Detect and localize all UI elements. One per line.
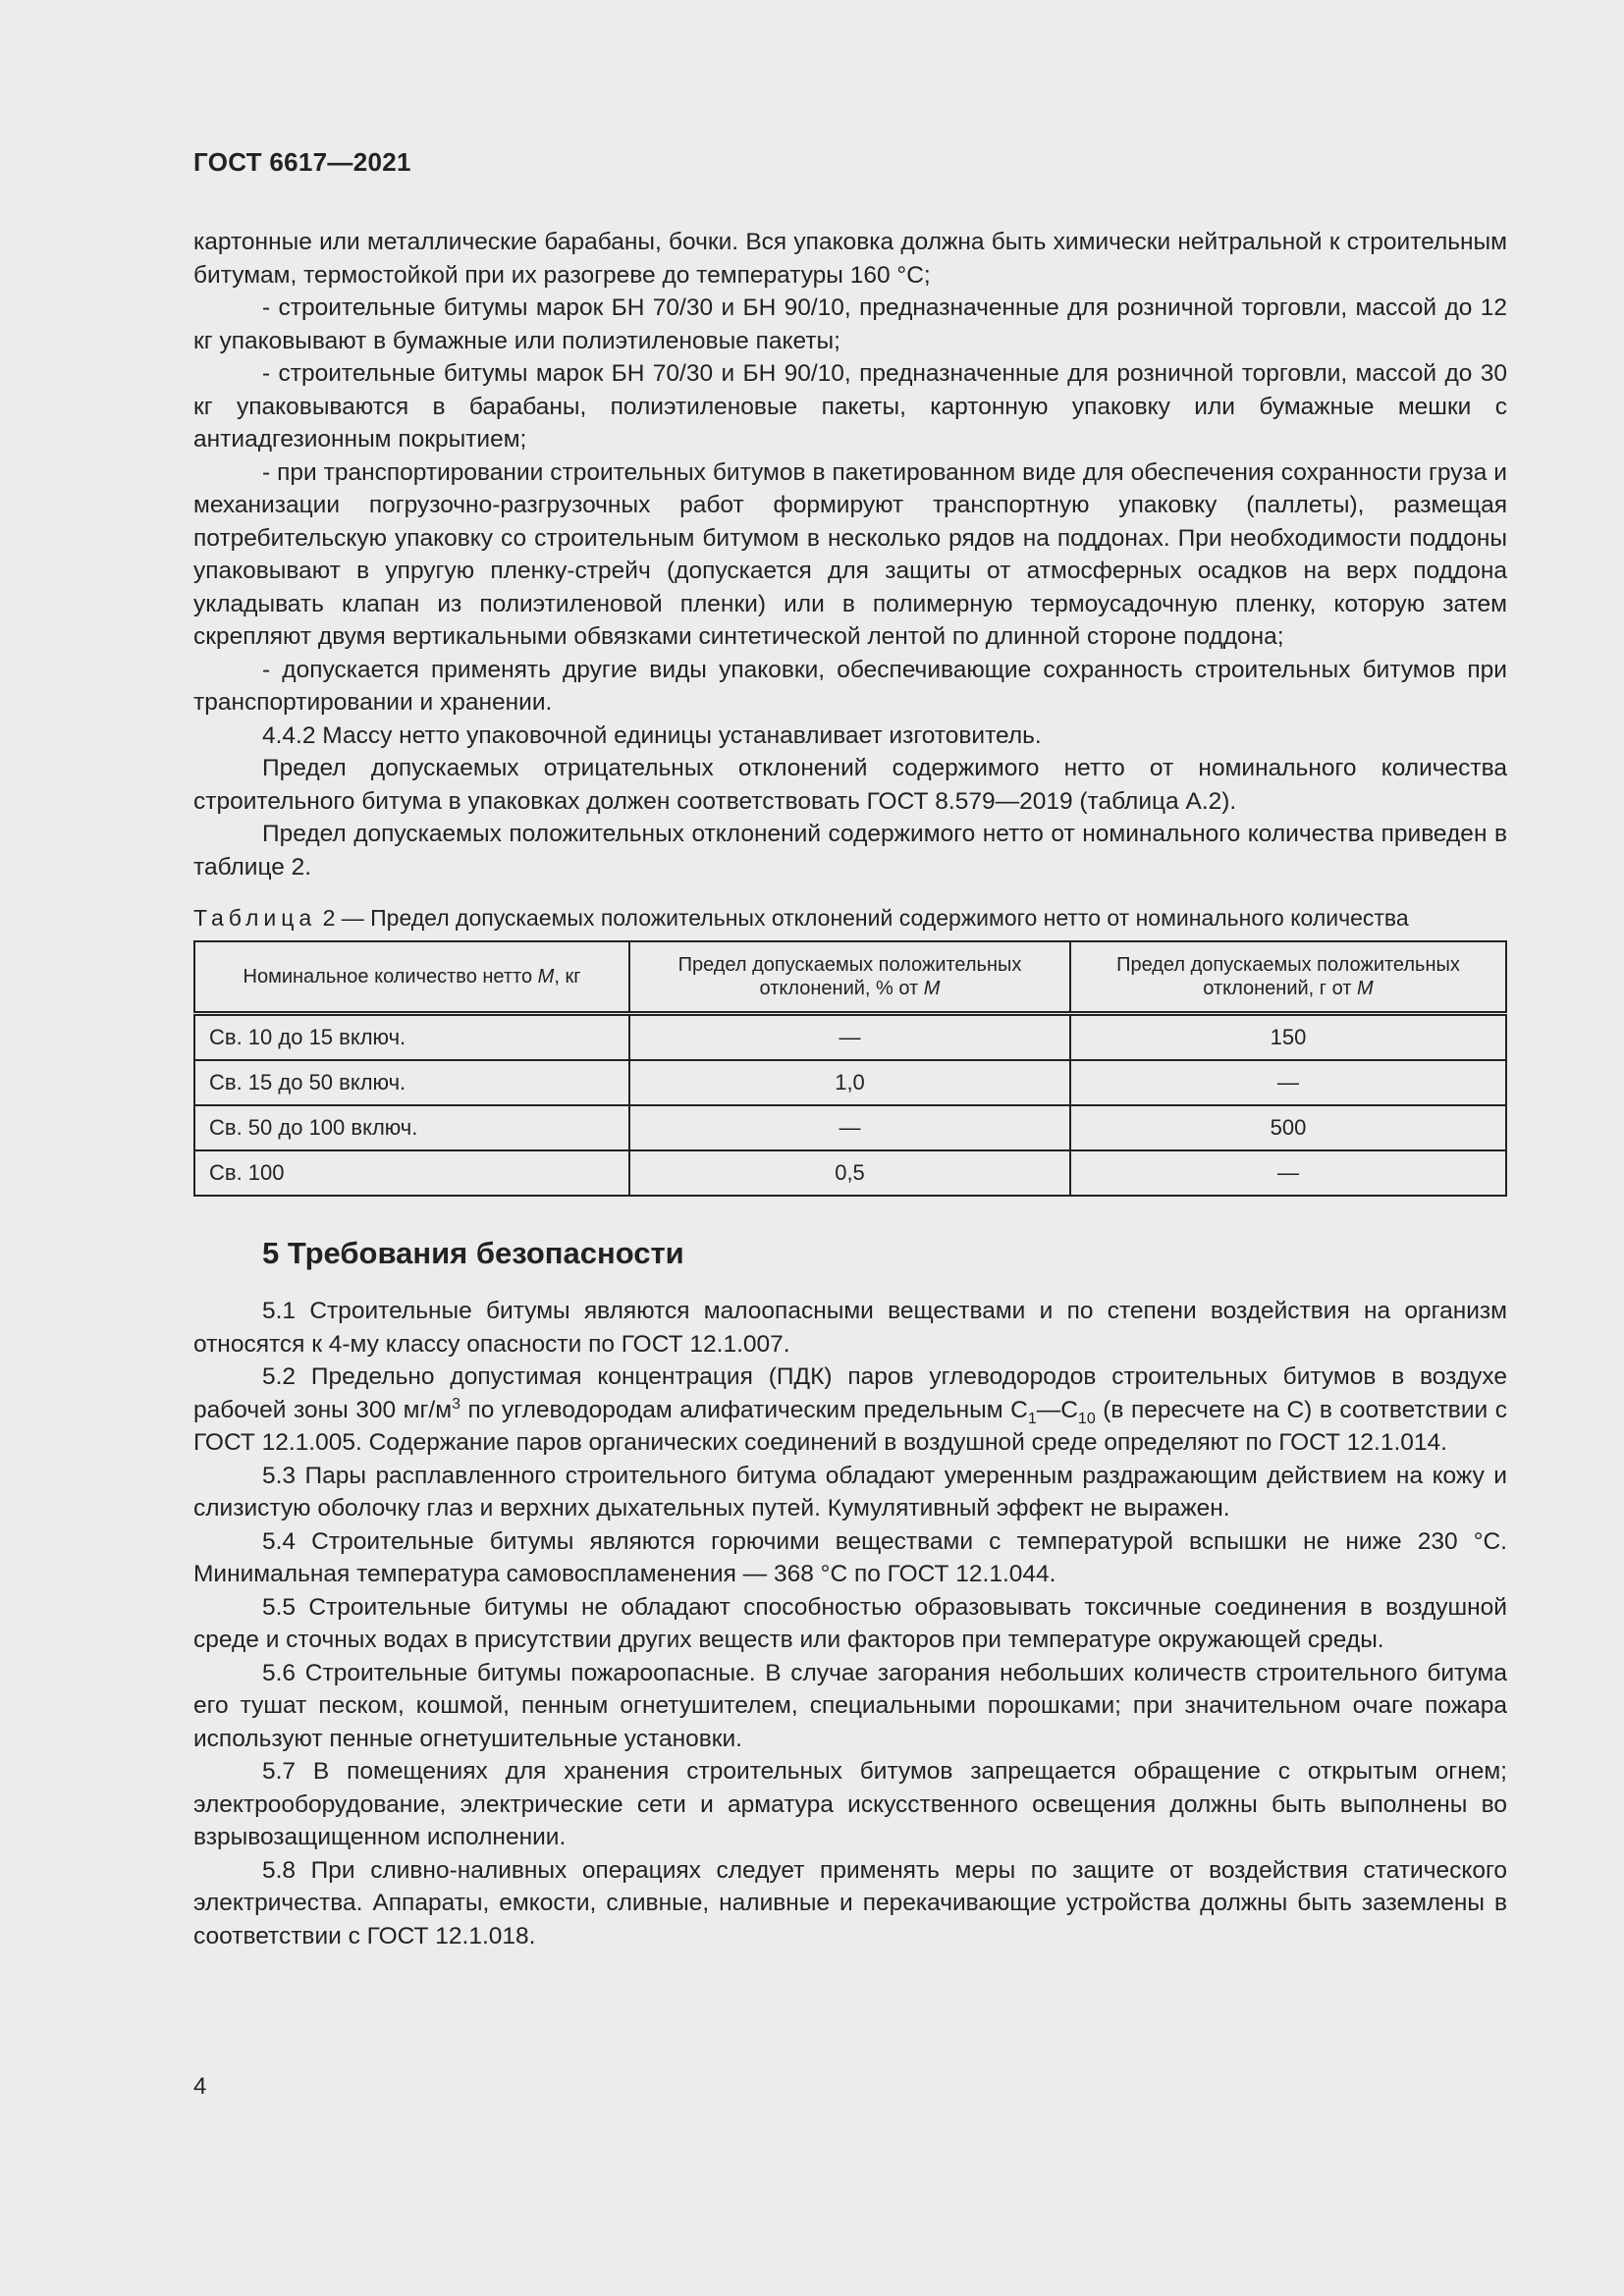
table-cell: 0,5 [629,1150,1070,1196]
table-cell: — [1070,1060,1506,1105]
page-content [193,226,1507,1952]
table-row [194,1014,1506,1061]
paragraph: 5.7 В помещениях для хранения строительных битумов запрещается обращение с открытым огнем; электрооборудование, электрические сети и арматура искусственного освещения должны быть выполнены во взрывозащищенном исполнении. [193,1758,1507,1850]
paragraph: - допускается применять другие виды упаковки, обеспечивающие сохранность строительных битумов при транспортировании и хранении. [193,656,1507,716]
table-caption-label: Таблица [193,905,317,931]
table-cell: Св. 10 до 15 включ. [194,1014,629,1061]
paragraph-with-formula: 5.2 Предельно допустимая концентрация (ПДК) паров углеводородов строительных битумов в воздухе рабочей зоны 300 $мг/м^3$ по углеводородам алифатическим предельным $С_1—С_{10}$ (в пересчете на С) в соответствии с ГОСТ 12.1.005. Содержание паров органических соединений в воздушной среде определяют по ГОСТ 12.1.014. [193,1363,1507,1456]
paragraph: 5.4 Строительные битумы являются горючими веществами с температурой вспышки не ниже 230 °С. Минимальная температура самовоспламенения — 368 °С по ГОСТ 12.1.044. [193,1527,1507,1587]
table-cell: Св. 15 до 50 включ. [194,1060,629,1105]
page-number: 4 [193,2073,207,2100]
paragraph: Предел допускаемых отрицательных отклонений содержимого нетто от номинального количества строительного битума в упаковках должен соответствовать ГОСТ 8.579—2019 (таблица А.2). [193,755,1507,815]
table-cell: Св. 50 до 100 включ. [194,1105,629,1150]
table-cell: 1,0 [629,1060,1070,1105]
table-cell: — [629,1105,1070,1150]
paragraph: - строительные битумы марок БН 70/30 и БН 90/10, предназначенные для розничной торговли, массой до 30 кг упаковываются в барабаны, полиэтиленовые пакеты, картонную упаковку или бумажные мешки с антиадгезионным покрытием; [193,360,1507,453]
paragraph: 5.1 Строительные битумы являются малоопасными веществами и по степени воздействия на организм относятся к 4-му классу опасности по ГОСТ 12.1.007. [193,1298,1507,1358]
table-header-row [194,941,1506,1014]
deviation-table [193,940,1507,1197]
table-cell: — [1070,1150,1506,1196]
table-row [194,1105,1506,1150]
table-row [194,1150,1506,1196]
paragraph: 4.4.2 Массу нетто упаковочной единицы устанавливает изготовитель. [262,721,1042,749]
table-header-nominal: Номинальное количество нетто М, кг [194,941,629,1014]
table-cell: Св. 100 [194,1150,629,1196]
paragraph: Предел допускаемых положительных отклонений содержимого нетто от номинального количества приведен в таблице 2. [193,821,1507,881]
table-cell: 500 [1070,1105,1506,1150]
paragraph: 5.6 Строительные битумы пожароопасные. В случае загорания небольших количеств строительного битума его тушат песком, кошмой, пенным огнетушителем, специальными порошками; при значительном очаге пожара используют пенные огнетушительные установки. [193,1659,1507,1752]
document-header: ГОСТ 6617—2021 [193,147,411,177]
table-caption [193,901,1507,934]
table-cell: 150 [1070,1014,1506,1061]
table-header-percent: Предел допускаемых положительных отклонений, % от М [629,941,1070,1014]
section-heading: 5 Требования безопасности [262,1236,684,1270]
paragraph: 5.5 Строительные битумы не обладают способностью образовывать токсичные соединения в воздушной среде и сточных водах в присутствии других веществ или факторов при температуре окружающей среды. [193,1593,1507,1653]
table-caption-text: — Предел допускаемых положительных отклонений содержимого нетто от номинального количества [341,905,1409,931]
paragraph: 5.3 Пары расплавленного строительного битума обладают умеренным раздражающим действием на кожу и слизистую оболочку глаз и верхних дыхательных путей. Кумулятивный эффект не выражен. [193,1462,1507,1522]
paragraph: - при транспортировании строительных битумов в пакетированном виде для обеспечения сохранности груза и механизации погрузочно-разгрузочных работ формируют транспортную упаковку (паллеты), размещая потребительскую упаковку со строительным битумом в несколько рядов на поддонах. При необходимости поддоны упаковывают в упругую пленку-стрейч (допускается для защиты от атмосферных осадков на верх поддона укладывать клапан из полиэтиленовой пленки) или в полимерную термоусадочную пленку, которую затем скрепляют двумя вертикальными обвязками синтетической лентой по длинной стороне поддона; [193,458,1507,650]
table-row [194,1060,1506,1105]
paragraph: - строительные битумы марок БН 70/30 и БН 90/10, предназначенные для розничной торговли, массой до 12 кг упаковывают в бумажные или полиэтиленовые пакеты; [193,294,1507,354]
table-caption-number: 2 [322,905,336,931]
table-header-grams: Предел допускаемых положительных отклонений, г от М [1070,941,1506,1014]
paragraph: картонные или металлические барабаны, бочки. Вся упаковка должна быть химически нейтральной к строительным битумам, термостойкой при их разогреве до температуры 160 °С; [193,229,1507,289]
paragraph: 5.8 При сливно-наливных операциях следует применять меры по защите от воздействия статического электричества. Аппараты, емкости, сливные, наливные и перекачивающие устройства должны быть заземлены в соответствии с ГОСТ 12.1.018. [193,1856,1507,1949]
table-cell: — [629,1014,1070,1061]
